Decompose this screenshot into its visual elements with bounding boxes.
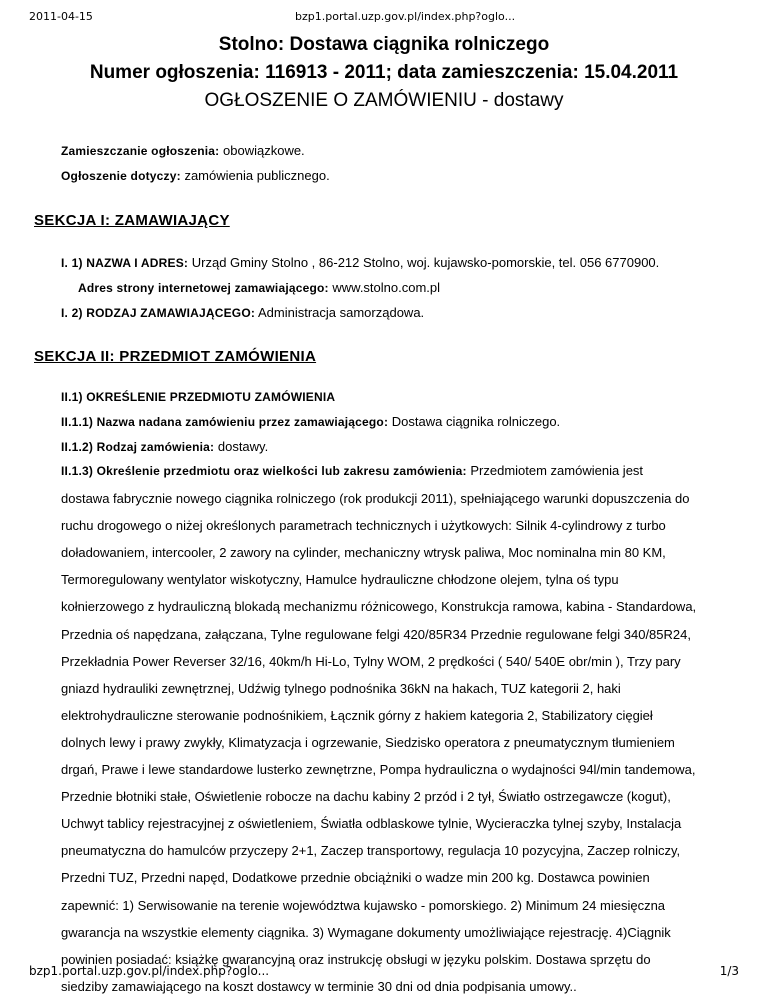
scope-line: powinien posiadać: książkę gwarancyjną oraz instrukcję obsługi w języku polskim. Dostawa sprzętu do: [61, 951, 651, 967]
scope-line: zapewnić: 1) Serwisowanie na terenie województwa kujawsko - pomorskiego. 2) Minimum 24 miesięczna: [61, 897, 666, 913]
section-2-heading: SEKCJA II: PRZEDMIOT ZAMÓWIENIA: [34, 348, 317, 365]
document-title: Stolno: Dostawa ciągnika rolniczego: [218, 34, 550, 55]
awarder-type-label: I. 2) RODZAJ ZAMAWIAJĄCEGO:: [61, 306, 256, 320]
scope-line: Przedni TUZ, Przedni napęd, Dodatkowe przednie obciążniki o wadze min 200 kg. Dostawca powinien: [61, 870, 650, 886]
scope-line: gwarancja na wszystkie elementy ciągnika. 3) Wymagane dokumenty umożliwiające rejestrację. 4)Ciągnik: [61, 924, 671, 940]
order-name-label: II.1.1) Nazwa nadana zamówieniu przez zamawiającego:: [61, 415, 389, 429]
announcement-type: OGŁOSZENIE O ZAMÓWIENIU - dostawy: [204, 90, 564, 111]
scope-line: elektrohydrauliczne sterowanie podnośnikiem, Łącznik górny z hakiem kategoria 2, Stabilizatory cięgieł: [61, 707, 653, 723]
intro-concerns-label: Ogłoszenie dotyczy:: [61, 169, 181, 183]
scope-line: ruchu drogowego o niżej określonych parametrach technicznych i użytkowych: Silnik 4-cylindrowy z turbo: [61, 518, 666, 534]
scope-line: [61, 457, 726, 485]
scope-line: doładowaniem, intercooler, 2 zawory na cylinder, mechaniczny wtrysk paliwa, Moc nominalna min 80 KM,: [61, 545, 666, 561]
section-2-kind: [61, 439, 268, 454]
scope-line: Przednia oś napędzana, załączana, Tylne regulowane felgi 420/85R34 Przednie regulowane felgi 340/85R24,: [61, 626, 691, 642]
section-1-heading: SEKCJA I: ZAMAWIAJĄCY: [34, 212, 230, 229]
scope-line: Uchwyt tablicy rejestracyjnej z oświetleniem, Światła odblaskowe tylnie, Wycieraczka tylnej szyby, Instalacja: [61, 816, 682, 832]
intro-concerns: [61, 168, 330, 183]
intro-mandatory-value: obowiązkowe.: [223, 143, 305, 158]
scope-line-text: Przedmiotem zamówienia jest: [470, 463, 644, 478]
scope-line: dolnych lewy i prawy zwykły, Klimatyzacja i ogrzewanie, Siedzisko operatora z pneumatycznym tłumieniem: [61, 734, 675, 750]
scope-line: drgań, Prawe i lewe standardowe lusterko zewnętrzne, Pompa hydrauliczna o wydajności 94l/min tandemowa,: [61, 762, 696, 778]
scope-line: Termoregulowany wentylator wiskotyczny, Hamulce hydrauliczne chłodzone olejem, tylna oś typu: [61, 572, 619, 588]
scope-line: kołnierzowego z hydrauliczną blokadą mechanizmu różnicowego, Konstrukcja ramowa, kabina - Standardowa,: [61, 599, 697, 615]
section-1-website: [78, 280, 440, 295]
intro-mandatory-label: Zamieszczanie ogłoszenia:: [61, 144, 220, 158]
print-url: bzp1.portal.uzp.gov.pl/index.php?oglo...: [295, 10, 516, 23]
awarder-type-value: Administracja samorządowa.: [257, 305, 425, 320]
intro-mandatory: [61, 143, 305, 158]
website-value: www.stolno.com.pl: [332, 280, 441, 295]
subject-label: II.1) OKREŚLENIE PRZEDMIOTU ZAMÓWIENIA: [61, 390, 336, 404]
document-title-block: [0, 33, 768, 113]
section-2-name: [61, 414, 560, 429]
print-date: 2011-04-15: [29, 10, 93, 23]
order-kind-value: dostawy.: [217, 439, 269, 454]
name-address-label: I. 1) NAZWA I ADRES:: [61, 256, 189, 270]
section-2-subject: [61, 389, 335, 404]
page-number: 1/3: [719, 964, 739, 978]
scope-line: Przednie błotniki stałe, Oświetlenie robocze na dachu kabiny 2 przód i 2 tył, Światło ostrzegawcze (kogut),: [61, 789, 671, 805]
section-1-type: [61, 305, 424, 320]
website-label: Adres strony internetowej zamawiającego:: [78, 281, 329, 295]
scope-label: II.1.3) Określenie przedmiotu oraz wielkości lub zakresu zamówienia:: [61, 464, 467, 478]
scope-line: gniazd hydrauliki zewnętrznej, Udźwig tylnego podnośnika 36kN na hakach, TUZ kategorii 2, haki: [61, 680, 621, 696]
scope-line: siedziby zamawiającego na koszt dostawcy w terminie 30 dni od dnia podpisania umowy..: [61, 978, 577, 994]
scope-line: pneumatyczna do hamulców przyczepy 2+1, Zaczep transportowy, regulacja 10 pozycyjna, Zaczep rolniczy,: [61, 843, 681, 859]
name-address-value: Urząd Gminy Stolno , 86-212 Stolno, woj. kujawsko-pomorskie, tel. 056 6770900.: [191, 255, 660, 270]
order-kind-label: II.1.2) Rodzaj zamówienia:: [61, 440, 215, 454]
section-2-scope: [61, 457, 726, 1000]
scope-line: dostawa fabrycznie nowego ciągnika rolniczego (rok produkcji 2011), spełniającego warunki dopuszczenia do: [61, 491, 690, 507]
announcement-number: Numer ogłoszenia: 116913 - 2011; data zamieszczenia: 15.04.2011: [89, 62, 679, 83]
intro-concerns-value: zamówienia publicznego.: [184, 168, 330, 183]
order-name-value: Dostawa ciągnika rolniczego.: [391, 414, 561, 429]
section-1-name-address: [61, 255, 659, 270]
scope-line: Przekładnia Power Reverser 32/16, 40km/h Hi-Lo, Tylny WOM, 2 prędkości ( 540/ 540E obr/min ), Trzy pary: [61, 653, 681, 669]
footer-url: bzp1.portal.uzp.gov.pl/index.php?oglo...: [29, 964, 270, 978]
